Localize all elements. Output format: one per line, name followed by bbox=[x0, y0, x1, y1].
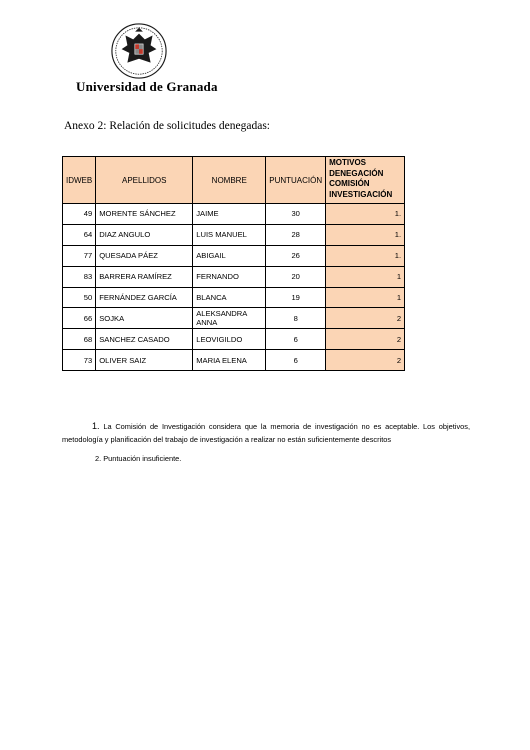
table-row bbox=[63, 266, 405, 287]
table-row bbox=[63, 245, 405, 266]
cell-name bbox=[193, 308, 266, 329]
annex-title: Anexo 2: Relación de solicitudes denegadas: bbox=[64, 120, 270, 132]
cell-name: JAIME bbox=[193, 204, 266, 225]
column-header-reasons bbox=[326, 157, 405, 204]
cell-id: 50 bbox=[63, 287, 96, 308]
cell-name: ABIGAIL bbox=[193, 245, 266, 266]
cell-id: 49 bbox=[63, 204, 96, 225]
table-row bbox=[63, 224, 405, 245]
cell-score: 28 bbox=[266, 224, 326, 245]
cell-reason: 2 bbox=[326, 308, 405, 329]
cell-name: BLANCA bbox=[193, 287, 266, 308]
cell-name-line-1: ALEKSANDRA bbox=[196, 309, 248, 319]
university-name: Universidad de Granada bbox=[76, 79, 218, 94]
cell-surname: OLIVER SAIZ bbox=[96, 350, 193, 371]
cell-reason: 1 bbox=[326, 287, 405, 308]
reasons-line-4: INVESTIGACIÓN bbox=[329, 189, 393, 199]
footnote-1 bbox=[62, 420, 470, 446]
university-seal-icon bbox=[110, 22, 168, 80]
cell-name: FERNANDO bbox=[193, 266, 266, 287]
reasons-line-2: DENEGACIÓN bbox=[329, 168, 384, 178]
cell-name: LEOVIGILDO bbox=[193, 329, 266, 350]
column-header-score: PUNTUACIÓN bbox=[266, 157, 326, 204]
cell-reason: 2 bbox=[326, 350, 405, 371]
cell-reason: 1 bbox=[326, 266, 405, 287]
column-header-name: NOMBRE bbox=[193, 157, 266, 204]
cell-name-line-2: ANNA bbox=[196, 318, 218, 328]
cell-score: 8 bbox=[266, 308, 326, 329]
cell-score: 6 bbox=[266, 350, 326, 371]
table-row bbox=[63, 350, 405, 371]
cell-name: MARIA ELENA bbox=[193, 350, 266, 371]
cell-surname: SOJKA bbox=[96, 308, 193, 329]
cell-score: 19 bbox=[266, 287, 326, 308]
column-header-surname: APELLIDOS bbox=[96, 157, 193, 204]
cell-id: 66 bbox=[63, 308, 96, 329]
column-header-id: IDWEB bbox=[63, 157, 96, 204]
cell-reason: 1. bbox=[326, 245, 405, 266]
table-header-row bbox=[63, 157, 405, 204]
cell-id: 64 bbox=[63, 224, 96, 245]
cell-id: 77 bbox=[63, 245, 96, 266]
cell-surname: QUESADA PÁEZ bbox=[96, 245, 193, 266]
footnote-1-number: 1. bbox=[92, 421, 100, 431]
cell-reason: 1. bbox=[326, 224, 405, 245]
reasons-line-3: COMISIÓN bbox=[329, 179, 370, 188]
table-row bbox=[63, 204, 405, 225]
cell-score: 30 bbox=[266, 204, 326, 225]
footnote-1-text: La Comisión de Investigación considera que la memoria de investigación no es aceptable. Los objetivos, metodología y planificación del trabajo de investigación a realizar no están suficientemente descritos bbox=[62, 422, 470, 444]
cell-id: 83 bbox=[63, 266, 96, 287]
cell-score: 20 bbox=[266, 266, 326, 287]
cell-surname: BARRERA RAMÍREZ bbox=[96, 266, 193, 287]
cell-reason: 2 bbox=[326, 329, 405, 350]
table-row bbox=[63, 287, 405, 308]
cell-surname: SANCHEZ CASADO bbox=[96, 329, 193, 350]
cell-score: 6 bbox=[266, 329, 326, 350]
cell-name: LUIS MANUEL bbox=[193, 224, 266, 245]
table-row bbox=[63, 329, 405, 350]
table-row bbox=[63, 308, 405, 329]
denied-applications-table bbox=[62, 156, 405, 371]
cell-surname: FERNÁNDEZ GARCÍA bbox=[96, 287, 193, 308]
reasons-line-1: MOTIVOS bbox=[329, 158, 367, 167]
cell-score: 26 bbox=[266, 245, 326, 266]
cell-reason: 1. bbox=[326, 204, 405, 225]
cell-id: 68 bbox=[63, 329, 96, 350]
cell-surname: DIAZ ANGULO bbox=[96, 224, 193, 245]
footnote-2: 2. Puntuación insuficiente. bbox=[95, 454, 182, 463]
cell-id: 73 bbox=[63, 350, 96, 371]
cell-surname: MORENTE SÁNCHEZ bbox=[96, 204, 193, 225]
